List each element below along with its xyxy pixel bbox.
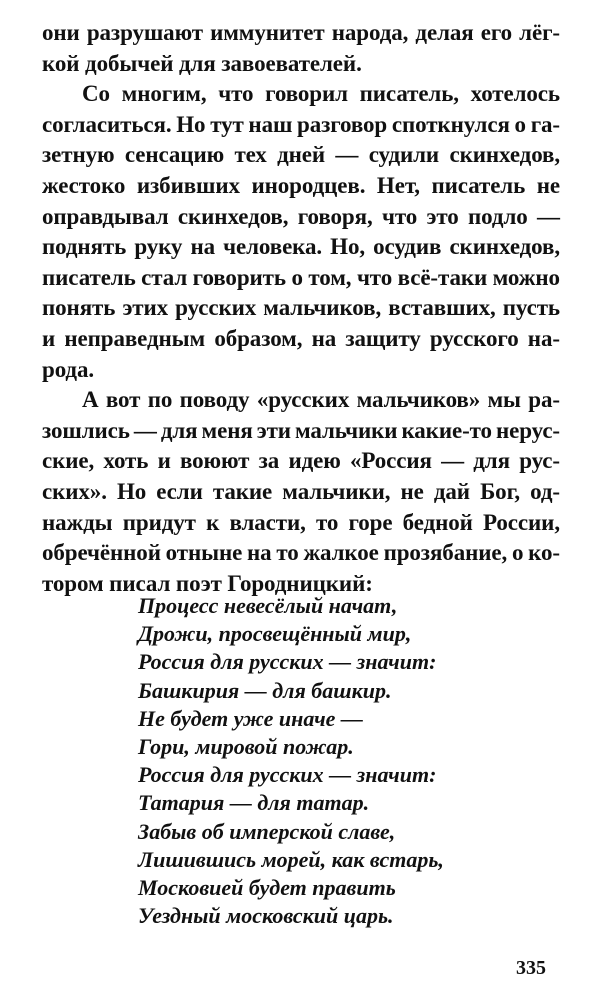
text-word: Бог, <box>480 478 520 504</box>
text-line: кой добычей для завоевателей. <box>42 50 362 76</box>
text-word: неправедным <box>64 325 206 351</box>
text-word: «русских <box>256 387 350 413</box>
text-word: идею <box>288 448 341 474</box>
text-word: горе <box>348 509 393 535</box>
prose-text <box>42 18 560 599</box>
text-line <box>42 538 560 569</box>
text-word: хоть <box>103 448 149 474</box>
text-word: человека. <box>223 234 323 260</box>
text-word: бедной <box>402 509 473 535</box>
text-word: ских». <box>42 478 107 504</box>
text-word: — <box>537 203 560 229</box>
text-word: — <box>335 142 359 168</box>
text-word: защиту <box>345 325 421 351</box>
page-number: 335 <box>516 957 546 979</box>
text-word: «Россия <box>349 448 432 474</box>
text-word: наш <box>248 111 293 137</box>
text-word: придут <box>122 509 196 535</box>
text-word: вставших, <box>388 295 496 321</box>
text-line <box>42 324 560 355</box>
text-word: для <box>473 448 510 474</box>
poem-line: Дрожи, просвещённый мир, <box>138 621 412 647</box>
poem-line: Россия для русских — значит: <box>138 649 437 675</box>
text-word: споткнулся <box>391 111 510 137</box>
poem-line: Гори, мировой пожар. <box>138 734 354 760</box>
text-word: что <box>381 203 418 229</box>
text-word: — <box>441 448 465 474</box>
text-word: поднять <box>42 234 127 260</box>
text-line <box>42 140 560 171</box>
text-word: многим, <box>121 81 207 107</box>
text-word: га- <box>530 111 560 137</box>
text-word: воюют <box>179 448 250 474</box>
text-word: говорить <box>192 264 286 290</box>
text-word: жестоко <box>42 172 126 198</box>
text-word: избивших <box>136 172 240 198</box>
text-line: рода. <box>42 356 95 382</box>
poem-line: Башкирия — для башкир. <box>138 677 392 703</box>
text-word: осудив <box>373 234 442 260</box>
text-word: хотелось <box>470 81 560 107</box>
text-word: о <box>514 111 526 137</box>
text-word: русского <box>429 325 519 351</box>
text-word: А <box>82 387 99 413</box>
text-word: обречённой <box>42 540 161 566</box>
text-word: России, <box>483 509 560 535</box>
text-word: то <box>276 540 299 566</box>
text-line <box>42 79 560 110</box>
text-word: нерус- <box>495 417 560 443</box>
text-word: образом, <box>214 325 303 351</box>
text-word: разрушают <box>86 20 203 45</box>
text-line <box>42 385 560 416</box>
text-word: скинхедов, <box>177 203 289 229</box>
text-word: по <box>147 387 173 413</box>
text-line <box>42 110 560 141</box>
text-word: тех <box>234 142 267 168</box>
text-word: мальчики <box>294 417 398 443</box>
text-word: судили <box>368 142 440 168</box>
text-word: Но, <box>330 234 366 260</box>
text-word: писатель, <box>359 81 459 107</box>
text-word: и <box>42 325 56 351</box>
poem-quote <box>138 592 538 930</box>
poem-line: Не будет уже иначе — <box>138 705 363 731</box>
text-line <box>42 416 560 447</box>
text-word: не <box>400 478 424 504</box>
text-word: поводу <box>179 387 250 413</box>
text-word: для <box>160 417 198 443</box>
text-word: власти, <box>229 509 306 535</box>
text-word: нажды <box>42 509 113 535</box>
text-word: оправдывал <box>42 203 169 229</box>
text-word: стал <box>141 264 188 290</box>
text-word: мы <box>487 387 521 413</box>
text-line <box>42 263 560 294</box>
text-word: меня <box>201 417 253 443</box>
text-word: на <box>311 325 337 351</box>
text-word: ские, <box>42 448 95 474</box>
text-word: скинхедов, <box>449 142 560 168</box>
text-word: на <box>247 540 272 566</box>
text-word: сенсацию <box>124 142 225 168</box>
text-word: подло <box>468 203 528 229</box>
text-word: о <box>291 264 303 290</box>
text-word: к <box>206 509 220 535</box>
text-word: понять <box>42 295 116 321</box>
text-word: отныне <box>165 540 243 566</box>
poem-line: Россия для русских — значит: <box>138 762 437 788</box>
text-word: тут <box>210 111 244 137</box>
text-line <box>42 171 560 202</box>
text-word: то <box>315 509 339 535</box>
text-word: говорил <box>265 81 348 107</box>
text-word: его <box>480 20 513 45</box>
text-word: Но <box>116 478 147 504</box>
text-word: ра- <box>528 387 560 413</box>
text-word: они <box>42 20 80 45</box>
text-word: говоря, <box>297 203 373 229</box>
poem-line: Московией будет править <box>138 875 396 901</box>
text-word: не <box>536 172 560 198</box>
text-word: од- <box>530 478 560 504</box>
text-word: вот <box>105 387 141 413</box>
paragraph-1 <box>42 18 560 79</box>
text-word: этих <box>122 295 169 321</box>
text-word: рус- <box>519 448 560 474</box>
text-word: русских <box>175 295 257 321</box>
text-word: дай <box>433 478 470 504</box>
text-word: на- <box>527 325 560 351</box>
text-word: — <box>133 417 157 443</box>
text-word: Нет, <box>376 172 420 198</box>
poem-line: Уездный московский царь. <box>138 903 394 929</box>
text-word: жалкое <box>303 540 379 566</box>
text-line <box>42 232 560 263</box>
text-word: эти <box>256 417 291 443</box>
text-word: дней <box>277 142 326 168</box>
poem-line: Забыв об имперской славе, <box>138 818 396 844</box>
text-word: лёг- <box>519 20 560 45</box>
text-word: Со <box>82 81 110 107</box>
text-word: это <box>426 203 459 229</box>
text-word: мальчики, <box>282 478 391 504</box>
text-word: зетную <box>42 142 115 168</box>
text-word: делая <box>415 20 474 45</box>
text-word: на <box>190 234 216 260</box>
text-line <box>42 508 560 539</box>
text-word: народа, <box>331 20 409 45</box>
text-word: прозябание, <box>383 540 508 566</box>
text-line: тором писал поэт Городницкий: <box>42 570 373 596</box>
text-word: и <box>157 448 171 474</box>
text-word: можно <box>492 264 560 290</box>
text-word: разговор <box>297 111 388 137</box>
text-word: согласиться. <box>42 111 172 137</box>
text-word: мальчиков, <box>263 295 382 321</box>
text-word: о <box>511 540 524 566</box>
text-word: если <box>156 478 203 504</box>
text-line <box>42 293 560 324</box>
paragraph-3 <box>42 385 560 599</box>
text-line <box>42 477 560 508</box>
poem-line: Лишившись морей, как встарь, <box>138 846 444 872</box>
text-word: пусть <box>502 295 560 321</box>
text-word: мальчиков» <box>356 387 481 413</box>
text-word: всё-таки <box>397 264 488 290</box>
text-word: руку <box>134 234 183 260</box>
text-word: писатель <box>431 172 526 198</box>
paragraph-2 <box>42 79 560 385</box>
text-word: зошлись <box>42 417 130 443</box>
text-word: писатель <box>42 264 136 290</box>
text-word: ко- <box>528 540 560 566</box>
text-word: что <box>218 81 254 107</box>
text-word: том, <box>308 264 352 290</box>
text-word: Но <box>176 111 206 137</box>
poem-line: Процесс невесёлый начат, <box>138 593 398 618</box>
text-word: какие-то <box>401 417 492 443</box>
text-word: за <box>258 448 280 474</box>
text-word: скинхедов, <box>449 234 560 260</box>
text-word: инородцев. <box>251 172 366 198</box>
text-word: что <box>356 264 393 290</box>
text-line <box>42 18 560 49</box>
text-line <box>42 202 560 233</box>
poem-line: Татария — для татар. <box>138 790 370 816</box>
text-word: иммунитет <box>210 20 325 45</box>
text-line <box>42 446 560 477</box>
text-word: такие <box>212 478 273 504</box>
